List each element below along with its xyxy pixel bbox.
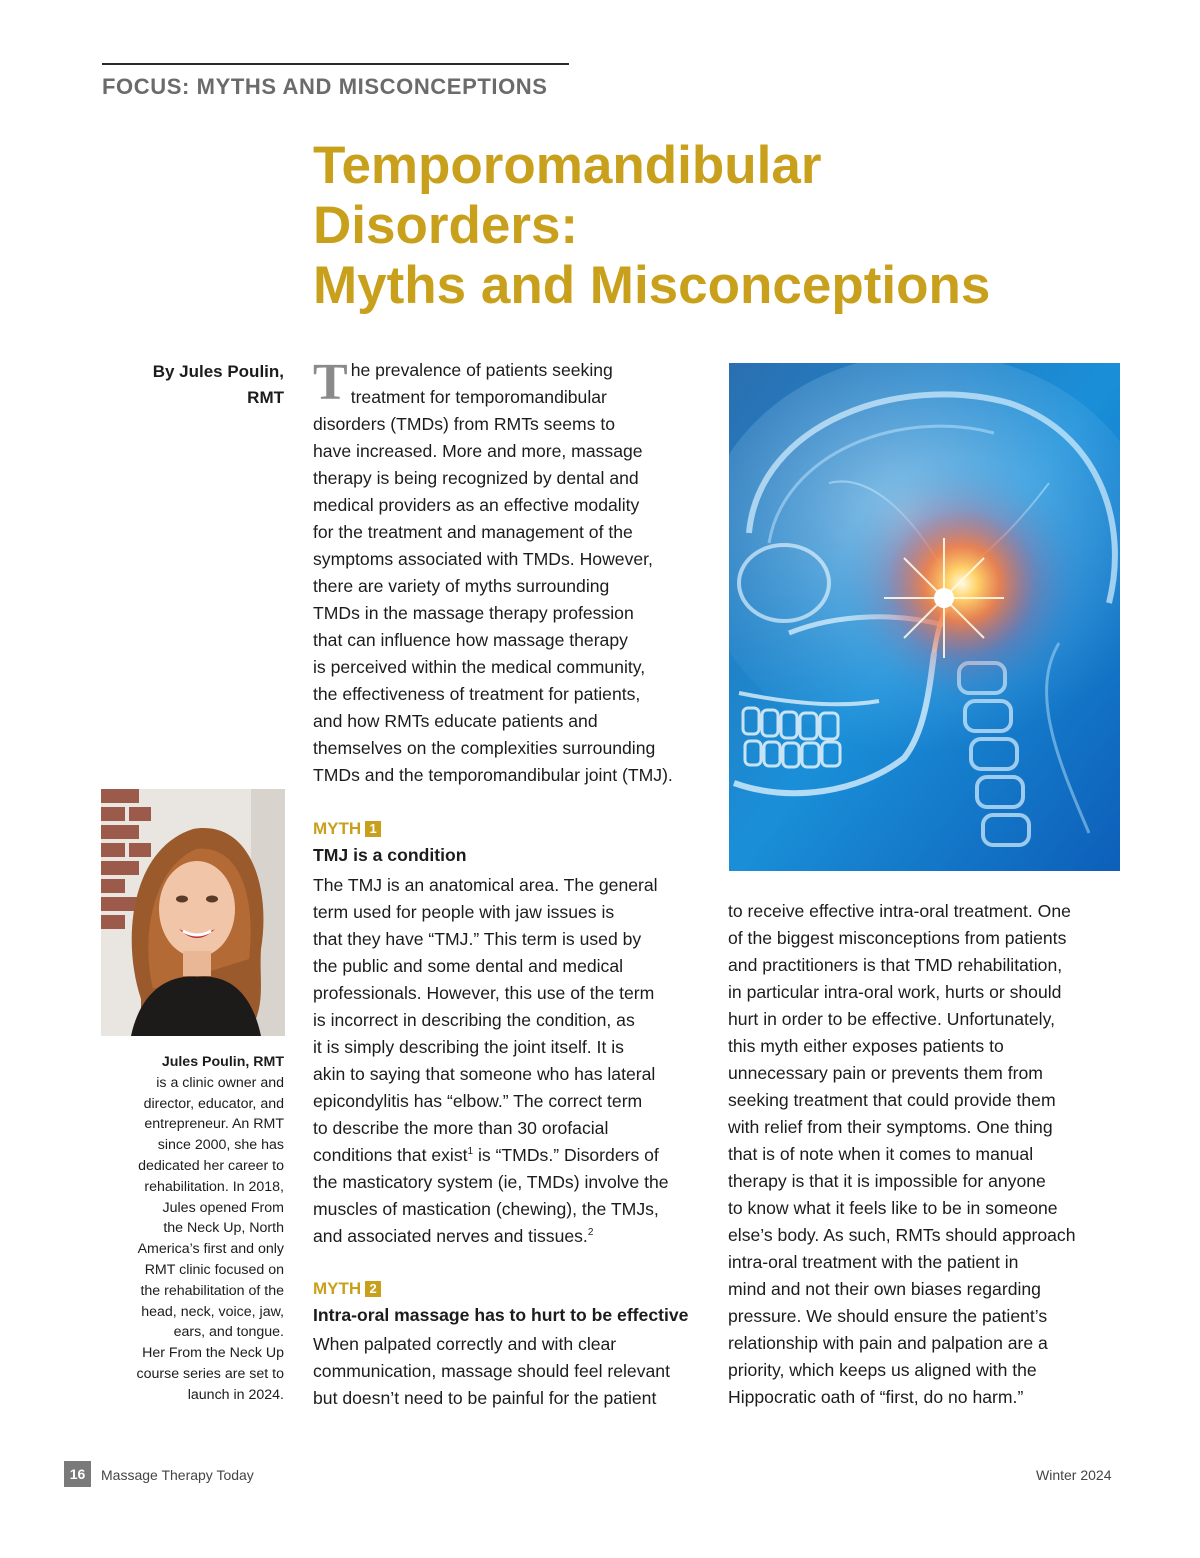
intro-line: therapy is being recognized by dental and [313, 468, 639, 488]
header-rule [102, 63, 569, 65]
intro-line: TMDs and the temporomandibular joint (TMJ). [313, 765, 673, 785]
bio-line: head, neck, voice, jaw, [141, 1303, 284, 1320]
col3-line: therapy is that it is impossible for anyone [728, 1171, 1046, 1191]
intro-paragraph [313, 354, 713, 789]
author-bio [102, 1052, 284, 1406]
intro-line: the effectiveness of treatment for patients, [313, 684, 641, 704]
issue-date: Winter 2024 [1036, 1467, 1112, 1483]
myth-2-body [313, 1331, 713, 1412]
bio-line: Her From the Neck Up [142, 1345, 284, 1362]
intro-line: themselves on the complexities surrounding [313, 738, 656, 758]
publication-name: Massage Therapy Today [101, 1467, 254, 1483]
byline-line-1: By Jules Poulin, [152, 362, 284, 381]
intro-line: there are variety of myths surrounding [313, 576, 610, 596]
col3-line: to receive effective intra-oral treatment. One [728, 901, 1071, 921]
myth2-line: but doesn’t need to be painful for the patient [313, 1388, 657, 1408]
col3-line: unnecessary pain or prevents them from [728, 1063, 1043, 1083]
bio-line: rehabilitation. In 2018, [144, 1178, 284, 1195]
myth-label-text: MYTH [313, 1279, 362, 1298]
myth2-line: When palpated correctly and with clear [313, 1334, 617, 1354]
myth1-line: the masticatory system (ie, TMDs) involve the [313, 1172, 669, 1192]
bio-line: since 2000, she has [157, 1137, 284, 1154]
footnote-ref: 1 [467, 1146, 474, 1158]
col3-line: that is of note when it comes to manual [728, 1144, 1034, 1164]
intro-line: have increased. More and more, massage [313, 441, 643, 461]
article-title [313, 136, 1173, 316]
myth1-ref2-text: and associated nerves and tissues. [313, 1226, 588, 1246]
myth-1-heading: TMJ is a condition [313, 845, 467, 865]
myth-number-badge: 1 [365, 821, 381, 837]
skull-xray-illustration [729, 363, 1120, 871]
bio-line: launch in 2024. [187, 1386, 284, 1403]
col3-line: seeking treatment that could provide them [728, 1090, 1056, 1110]
intro-line: and how RMTs educate patients and [313, 711, 598, 731]
bio-line: America’s first and only [137, 1241, 284, 1258]
myth2-line: communication, massage should feel relevant [313, 1361, 670, 1381]
myth1-line: is incorrect in describing the condition, as [313, 1010, 635, 1030]
myth-number-badge: 2 [365, 1281, 381, 1297]
bio-line: director, educator, and [143, 1095, 284, 1112]
title-line-2: Disorders: [313, 196, 579, 255]
col3-line: in particular intra-oral work, hurts or should [728, 982, 1062, 1002]
col3-line: and practitioners is that TMD rehabilitation, [728, 955, 1063, 975]
myth1-ref-text-after: is “TMDs.” Disorders of [473, 1145, 659, 1165]
bio-line: dedicated her career to [138, 1157, 284, 1174]
myth1-line: epicondylitis has “elbow.” The correct term [313, 1091, 643, 1111]
col3-line: intra-oral treatment with the patient in [728, 1252, 1019, 1272]
col3-line: relationship with pain and palpation are a [728, 1333, 1048, 1353]
col3-line: pressure. We should ensure the patient’s [728, 1306, 1048, 1326]
right-column-body [728, 898, 1128, 1411]
bio-line: the Neck Up, North [163, 1220, 284, 1237]
col3-line: of the biggest misconceptions from patients [728, 928, 1067, 948]
col3-line: with relief from their symptoms. One thing [728, 1117, 1053, 1137]
intro-line: is perceived within the medical community, [313, 657, 646, 677]
myth1-line: professionals. However, this use of the term [313, 983, 655, 1003]
bio-line: the rehabilitation of the [140, 1282, 284, 1299]
myth1-line: term used for people with jaw issues is [313, 902, 615, 922]
intro-line: he prevalence of patients seeking [350, 360, 613, 380]
bio-line: entrepreneur. An RMT [144, 1116, 284, 1133]
myth1-line: the public and some dental and medical [313, 956, 624, 976]
footnote-ref: 2 [587, 1227, 594, 1239]
title-line-1: Temporomandibular [313, 136, 822, 195]
intro-line: disorders (TMDs) from RMTs seems to [313, 414, 616, 434]
intro-line: symptoms associated with TMDs. However, [313, 549, 653, 569]
myth1-line: to describe the more than 30 orofacial [313, 1118, 609, 1138]
bio-line: course series are set to [136, 1365, 284, 1382]
author-portrait [101, 789, 285, 1036]
page-number: 16 [64, 1461, 91, 1487]
intro-line: that can influence how massage therapy [313, 630, 628, 650]
myth-2-heading: Intra-oral massage has to hurt to be effective [313, 1305, 689, 1325]
intro-line: for the treatment and management of the [313, 522, 633, 542]
col3-line: else’s body. As such, RMTs should approach [728, 1225, 1076, 1245]
myth1-line [313, 1223, 713, 1250]
byline-line-2: RMT [247, 388, 284, 407]
intro-line: treatment for temporomandibular [350, 387, 607, 407]
col3-line: hurt in order to be effective. Unfortunately, [728, 1009, 1055, 1029]
section-label: FOCUS: MYTHS AND MISCONCEPTIONS [102, 74, 548, 99]
myth1-line: it is simply describing the joint itself. It is [313, 1037, 624, 1057]
intro-line: TMDs in the massage therapy profession [313, 603, 634, 623]
myth-2-label [313, 1279, 381, 1299]
myth-1-body [313, 872, 713, 1250]
col3-line: mind and not their own biases regarding [728, 1279, 1041, 1299]
bio-line: is a clinic owner and [156, 1074, 284, 1091]
drop-cap: T [313, 354, 348, 411]
myth1-ref-text: conditions that exist [313, 1145, 468, 1165]
myth1-line: The TMJ is an anatomical area. The general [313, 875, 658, 895]
col3-line: to know what it feels like to be in someone [728, 1198, 1058, 1218]
myth1-line: that they have “TMJ.” This term is used by [313, 929, 642, 949]
bio-line: Jules opened From [162, 1199, 284, 1216]
col3-line: priority, which keeps us aligned with the [728, 1360, 1037, 1380]
myth-1-label [313, 819, 381, 839]
col3-line: Hippocratic oath of “first, do no harm.” [728, 1387, 1024, 1407]
myth1-line [313, 1142, 713, 1169]
bio-name: Jules Poulin, RMT [161, 1054, 284, 1070]
byline [102, 359, 284, 411]
intro-line: medical providers as an effective modality [313, 495, 640, 515]
myth1-line: akin to saying that someone who has lateral [313, 1064, 656, 1084]
myth-label-text: MYTH [313, 819, 362, 838]
title-line-3: Myths and Misconceptions [313, 256, 991, 315]
myth1-line: muscles of mastication (chewing), the TMJs, [313, 1199, 659, 1219]
bio-line: RMT clinic focused on [144, 1261, 284, 1278]
bio-line: ears, and tongue. [173, 1324, 284, 1341]
col3-line: this myth either exposes patients to [728, 1036, 1004, 1056]
